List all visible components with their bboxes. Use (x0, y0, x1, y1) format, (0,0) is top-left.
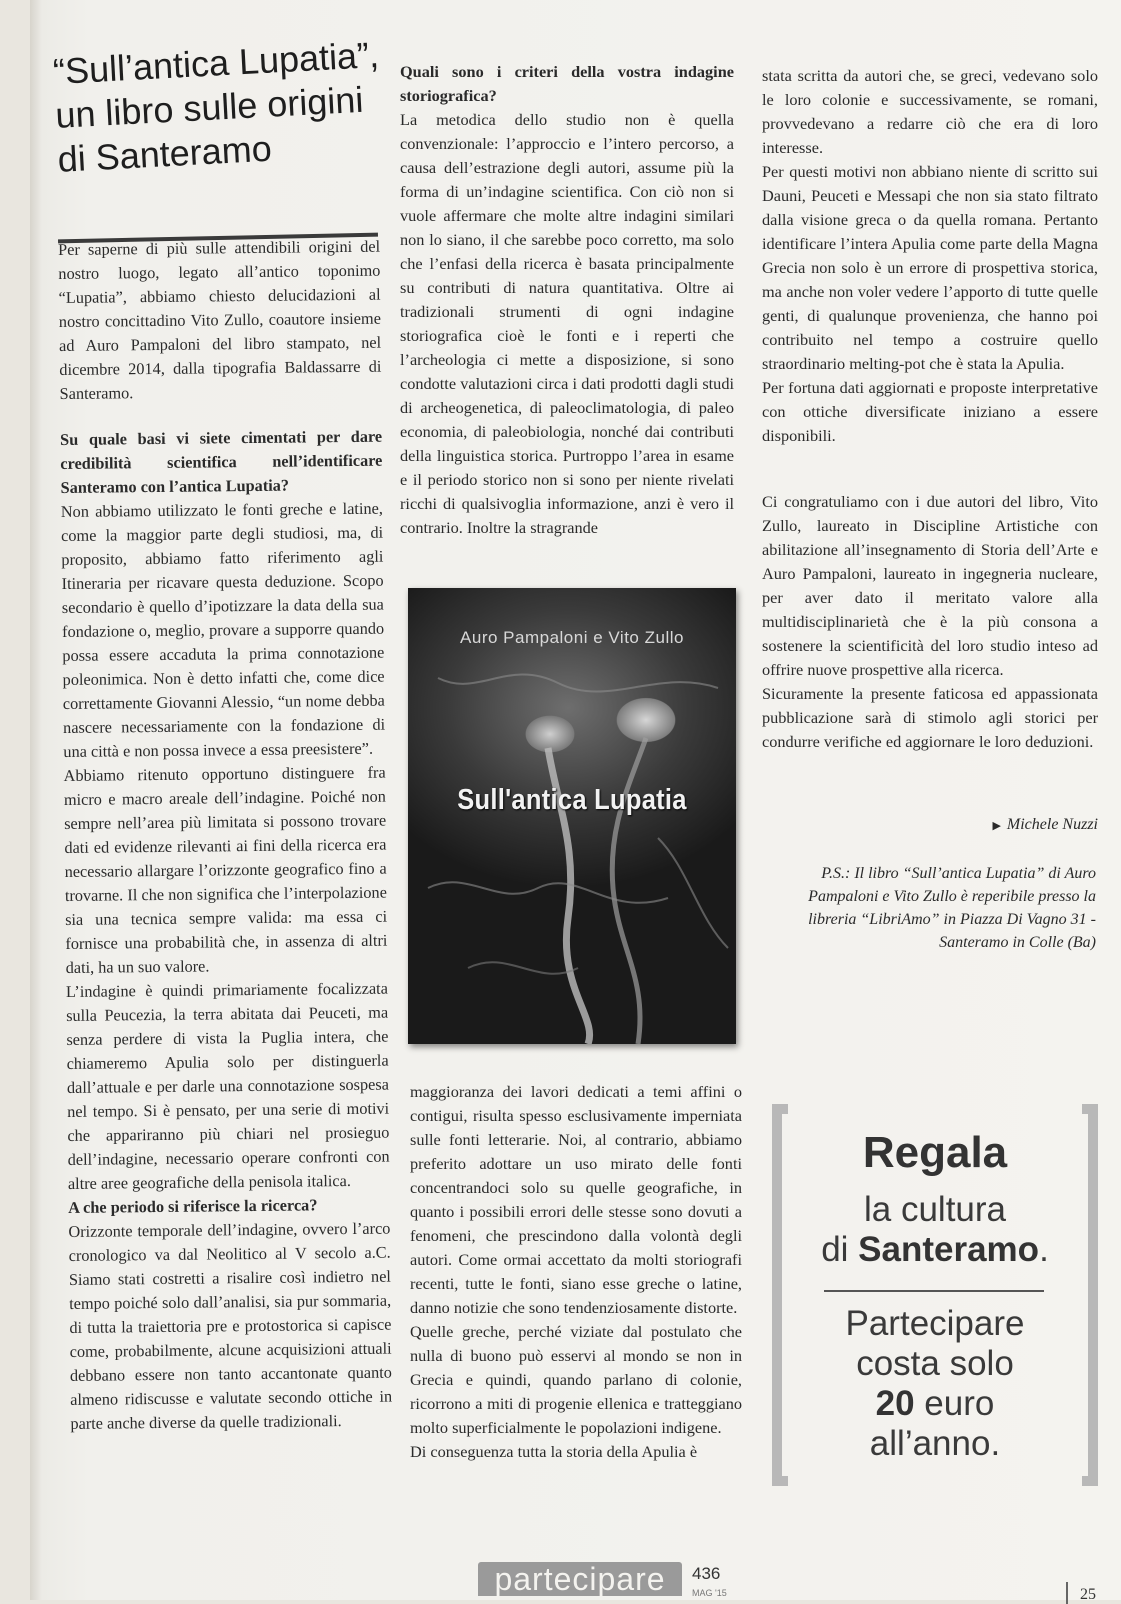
column-1 (58, 235, 393, 1436)
column-3-paragraph: Sicuramente la presente faticosa ed appassionata pubblicazione sarà di stimolo agli storici per condurre verifiche ed aggiornare le loro deduzioni. (762, 684, 1098, 751)
answer-3-paragraph: maggioranza dei lavori dedicati a temi affini o contigui, risulta spesso esclusivamente imperniata sulle fonti letterarie. Noi, al contrario, abbiamo preferito adottare un uso mirato delle fonti concentrandoci solo su quelle geografiche, in quanto i possibili errori delle stesse sono dovuti a fenomeni, che prescindono dalla volontà degli autori. Come ormai accettato da molti storiografi recenti, tutte le fonti, siano esse greche o latine, danno notizie che sono tendenziosamente distorte. (410, 1082, 742, 1317)
promo-text: euro (914, 1384, 995, 1423)
column-3-paragraph: Ci congratuliamo con i due autori del libro, Vito Zullo, laureato in Discipline Artistiche con abilitazione all’insegnamento di Storia dell’Arte e Auro Pampaloni, laureato in ingegneria nucleare, per aver dato il meritato valore alla multidisciplinarietà che è la più consona a sostenere la scientificità del loro studio inteso ad offrire nuove prospettive alla ricerca. (762, 492, 1098, 679)
subscription-promo (772, 1104, 1098, 1486)
triangle-bullet-icon: ▶ (992, 820, 1001, 832)
column-3-paragraph: stata scritta da autori che, se greci, vedevano solo le loro colonie e successivamente, se romani, provvedevano a redarre ciò che era di loro interesse. (762, 66, 1098, 157)
column-2-bottom (410, 1080, 742, 1464)
question-3: Quali sono i criteri della vostra indagine storiografica? (400, 62, 734, 105)
question-1: Su quale basi vi siete cimentati per dare credibilità scientifica nell’identificare Santeramo con l’antica Lupatia? (60, 426, 383, 497)
cover-authors: Auro Pampaloni e Vito Zullo (460, 628, 684, 647)
promo-town: Santeramo (858, 1230, 1040, 1269)
answer-1-paragraph: L’indagine è quindi primariamente focalizzata sulla Peucezia, la terra abitata dai Peuceti, ma senza perdere di vista la Puglia intera, che chiameremo Apulia solo per distinguerla dall’attuale e per darle una connotazione sospesa nel tempo. Si è pensato, per una serie di motivi che appariranno più chiari nel prosieguo dell’indagine, necessario operare confronti con altre aree geografiche della penisola italica. (65, 978, 390, 1193)
column-2-top (400, 60, 734, 540)
column-3-paragraph: Per questi motivi non abbiano niente di scritto sui Dauni, Peuceti e Messapi che non sia stato filtrato dalla visione greca o da quella romana. Pertanto identificare l’intera Apulia come parte della Magna Grecia non solo è un errore di prospettiva storica, ma anche non voler vedere l’apporto di tutte quelle genti, di qualunque provenienza, che hanno poi contribuito nel tempo a costruire quello straordinario melting-pot che è stata la Apulia. (762, 162, 1098, 373)
answer-1-paragraph: Abbiamo ritenuto opportuno distinguere fra micro e macro areale dell’indagine. Poiché non sempre nell’area più limitata si possono trovare dati ed evidenze rilevanti ai fini della ricerca era necessario allargare l’orizzonte geografico fino a trovarne. Il che non significa che l’interpolazione sia una tecnica sempre valida: ma essa ci fornisce una probabilità che, in assenza di altri dati, ha un suo valore. (63, 762, 388, 977)
page-number: 25 (1080, 1586, 1096, 1603)
promo-line: costa solo (856, 1344, 1014, 1383)
answer-1-paragraph: Non abbiamo utilizzato le fonti greche e latine, come la maggior parte degli studiosi, ma, di proposito, abbiamo fatto riferimento agli Itineraria per ricavare questa deduzione. Scopo secondario è quello d’ipotizzare la data della sua fondazione o, meglio, provare a supporre quando possa essere accaduta la prima connotazione poleonimica. Non è detto infatti che, come dice correttamente Giovanni Alessio, “un nome debba nascere necessariamente con la fondazione di una città e non possa invece a essa preesistere”. (60, 498, 386, 761)
issue-date: MAG '15 (692, 1588, 727, 1598)
answer-3-paragraph: Di conseguenza tutta la storia della Apulia è (410, 1442, 698, 1461)
magazine-logo: partecipare (478, 1562, 682, 1596)
promo-price: 20 (875, 1384, 915, 1423)
postscript: P.S.: Il libro “Sull’antica Lupatia” di Auro Pampaloni e Vito Zullo è reperibile presso la libreria “LibriAmo” in Piazza Di Vagno 31 - Santeramo in Colle (Ba) (808, 865, 1096, 951)
article-author (940, 816, 1098, 834)
page-number-divider (1066, 1582, 1068, 1604)
answer-2-paragraph: Orizzonte temporale dell’indagine, ovvero l’arco cronologico va dal Neolitico al V secolo a.C. Siamo stati costretti a risalire così indietro nel tempo poiché solo dall’analisi, sia pur sommaria, di tutta la traiettoria pre e protostorica si capisce come, probabilmente, alcune acquisizioni attuali debbano essere non tanto accantonate quanto almeno ridiscusse e valutate secondo ottiche in parte anche diverse da quelle tradizionali. (68, 1218, 393, 1433)
answer-3-paragraph: La metodica dello studio non è quella convenzionale: l’approccio e l’intero percorso, a causa dell’estrazione degli autori, assume più la forma di un’indagine scientifica. Con ciò non si vuole affermare che molte altre indagini similari non lo siano, il che sarebbe poco corretto, ma solo che l’enfasi della ricerca è basata principalmente su contributi di natura quantitativa. Oltre ai tradizionali strumenti di ogni indagine storiografica cioè le fonti e i reperti che l’archeologia ci mette a disposizione, si sono condotte valutazioni circa i dati prodotti dagli studi di archeogenetica, di paleoclimatologia, di paleo economia, di paleobiologia, nonché dai contributi della linguistica storica. Purtroppo l’area in esame e il periodo storico non si sono per niente rivelati ricchi di qualsivoglia informazione, anzi è vero il contrario. Inoltre la stragrande (400, 110, 734, 537)
column-3-bottom (762, 490, 1098, 754)
promo-text: di (821, 1230, 859, 1269)
article-title (52, 33, 388, 182)
title-line: “Sull’antica Lupatia”, (52, 33, 380, 92)
author-name: Michele Nuzzi (1006, 816, 1098, 833)
intro-paragraph: Per saperne di più sulle attendibili origini del nostro luogo, legato all’antico toponimo “Lupatia”, abbiamo chiesto delucidazioni al nostro concittadino Vito Zullo, coautore insieme ad Auro Pampaloni del libro stampato, nel dicembre 2014, dalla tipografia Baldassarre di Santeramo. (58, 236, 382, 403)
cover-title: Sull'antica Lupatia (457, 784, 687, 816)
promo-line (772, 1230, 1098, 1270)
promo-text: . (1039, 1230, 1049, 1269)
answer-3-paragraph: Quelle greche, perché viziate dal postulato che nulla di buono può esservi al mondo se non in Grecia e quindi, quando parlano di colonie, ricorrono a miti di progenie ellenica e tratteggiano molto superficialmente le popolazioni indigene. (410, 1322, 742, 1437)
promo-line: la cultura (863, 1190, 1007, 1229)
promo-line: all’anno. (869, 1424, 1001, 1463)
issue-number: 436 (692, 1564, 721, 1583)
column-3-top (762, 64, 1098, 448)
promo-line (772, 1384, 1098, 1424)
question-2: A che periodo si riferisce la ricerca? (68, 1195, 318, 1217)
promo-headline: Regala (862, 1128, 1008, 1177)
promo-line: Partecipare (845, 1304, 1025, 1343)
column-3-paragraph: Per fortuna dati aggiornati e proposte interpretative con ottiche diversificate iniziano a essere disponibili. (762, 378, 1098, 445)
promo-divider (824, 1290, 1044, 1292)
title-line: di Santeramo (56, 127, 273, 180)
title-line: un libro sulle origini (54, 78, 365, 136)
book-cover-image (408, 588, 736, 1044)
